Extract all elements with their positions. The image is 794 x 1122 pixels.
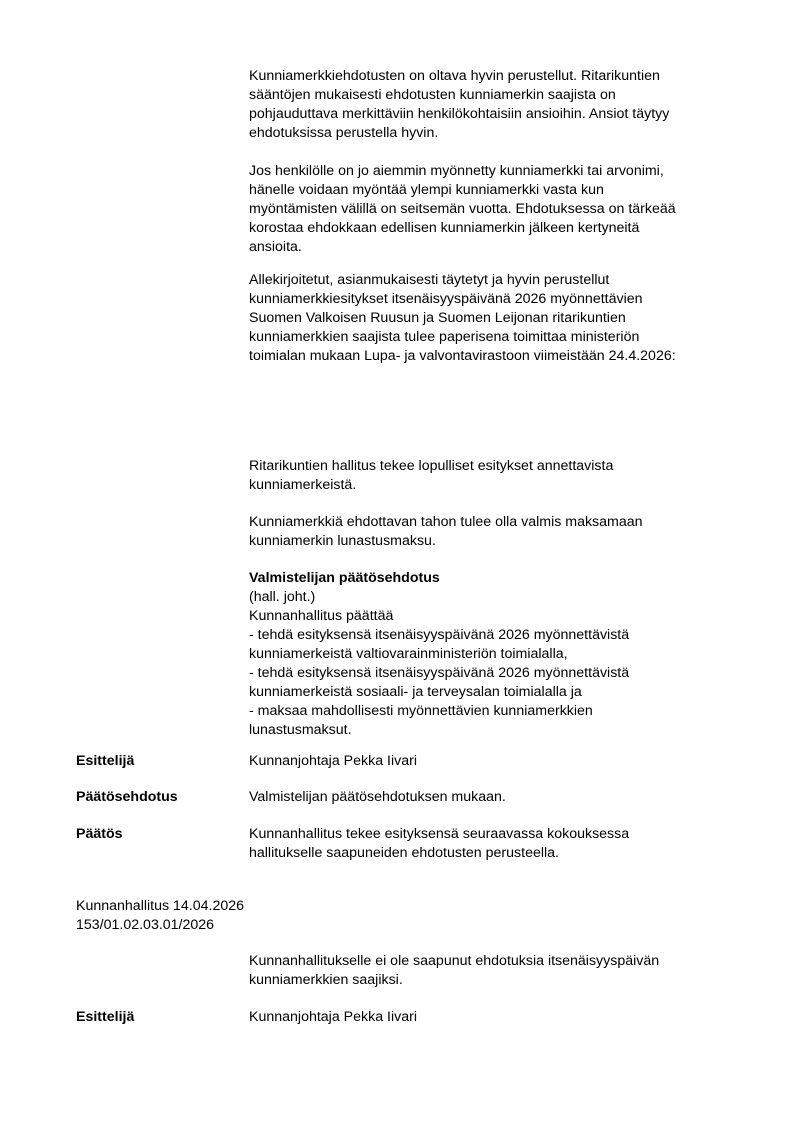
text-line: hänelle voidaan myöntää ylempi kunniamerkki vasta kun	[249, 182, 604, 198]
text-line: myöntämisten välillä on seitsemän vuotta. Ehdotuksessa on tärkeää	[249, 201, 676, 217]
decision-proposal-label: Päätösehdotus	[76, 789, 178, 805]
text-line: ehdotuksissa perustella hyvin.	[249, 125, 439, 141]
text-line: kunniamerkkiesitykset itsenäisyyspäivänä 2026 myönnettävien	[249, 291, 643, 307]
presenter-value	[249, 752, 749, 771]
section-heading: Valmistelijan päätösehdotus	[249, 570, 440, 586]
text-line: sääntöjen mukaisesti ehdotusten kunniamerkin saajista on	[249, 87, 616, 103]
text-line: kunniamerkkien saajiksi.	[249, 972, 403, 988]
meeting-reference: 153/01.02.03.01/2026	[76, 917, 215, 933]
presenter-label: Esittelijä	[76, 753, 135, 769]
text-line: Kunnanhallitukselle ei ole saapunut ehdotuksia itsenäisyyspäivän	[249, 953, 660, 969]
text-line: Kunnanjohtaja Pekka Iivari	[249, 753, 417, 769]
paragraph-previous-award	[249, 162, 749, 257]
presenter-value-2	[249, 1008, 749, 1027]
text-line: Allekirjoitetut, asianmukaisesti täytetyt ja hyvin perustellut	[249, 272, 610, 288]
text-line: kunniamerkeistä sosiaali- ja terveysalan toimialalla ja	[249, 684, 582, 700]
paragraph-proposal-requirements	[249, 67, 749, 143]
meeting-header	[76, 897, 244, 935]
paragraph-fee	[249, 513, 749, 551]
text-line: (hall. joht.)	[249, 589, 316, 605]
text-line: Suomen Valkoisen Ruusun ja Suomen Leijonan ritarikuntien	[249, 310, 626, 326]
text-line: kunniamerkkien saajista tulee paperisena toimittaa ministeriön	[249, 329, 640, 345]
text-line: Kunnanhallitus tekee esityksensä seuraavassa kokouksessa	[249, 826, 630, 842]
text-line: Kunnanjohtaja Pekka Iivari	[249, 1009, 417, 1025]
text-line: toimialan mukaan Lupa- ja valvontavirastoon viimeistään 24.4.2026:	[249, 348, 676, 364]
text-line: Ritarikuntien hallitus tekee lopulliset esitykset annettavista	[249, 458, 614, 474]
text-line: Kunniamerkkiehdotusten on oltava hyvin perustellut. Ritarikuntien	[249, 68, 660, 84]
meeting-date: Kunnanhallitus 14.04.2026	[76, 898, 245, 914]
presenter-label-2: Esittelijä	[76, 1009, 135, 1025]
text-line: lunastusmaksut.	[249, 722, 352, 738]
text-line: hallitukselle saapuneiden ehdotusten perusteella.	[249, 845, 559, 861]
decision-value	[249, 825, 749, 863]
text-line: kunniamerkin lunastusmaksu.	[249, 533, 436, 549]
text-line: Kunnanhallitus päättää	[249, 608, 394, 624]
text-line: korostaa ehdokkaan edellisen kunniamerkin jälkeen kertyneitä	[249, 220, 640, 236]
text-line: Jos henkilölle on jo aiemmin myönnetty kunniamerkki tai arvonimi,	[249, 163, 664, 179]
decision-proposal-value	[249, 788, 749, 807]
decision-label: Päätös	[76, 826, 123, 842]
text-line: ansioita.	[249, 239, 302, 255]
paragraph-final-proposals	[249, 457, 749, 495]
text-line: Valmistelijan päätösehdotuksen mukaan.	[249, 789, 506, 805]
text-line: - tehdä esityksensä itsenäisyyspäivänä 2026 myönnettävistä	[249, 627, 630, 643]
text-line: - tehdä esityksensä itsenäisyyspäivänä 2026 myönnettävistä	[249, 665, 630, 681]
preparer-proposal	[249, 569, 749, 740]
text-line: pohjauduttava merkittäviin henkilökohtaisiin ansioihin. Ansiot täytyy	[249, 106, 670, 122]
text-line: kunniamerkeistä.	[249, 477, 357, 493]
meeting-body	[249, 952, 749, 990]
text-line: kunniamerkeistä valtiovarainministeriön toimialalla,	[249, 646, 568, 662]
text-line: - maksaa mahdollisesti myönnettävien kunniamerkkien	[249, 703, 593, 719]
paragraph-submission	[249, 271, 749, 366]
text-line: Kunniamerkkiä ehdottavan tahon tulee olla valmis maksamaan	[249, 514, 643, 530]
